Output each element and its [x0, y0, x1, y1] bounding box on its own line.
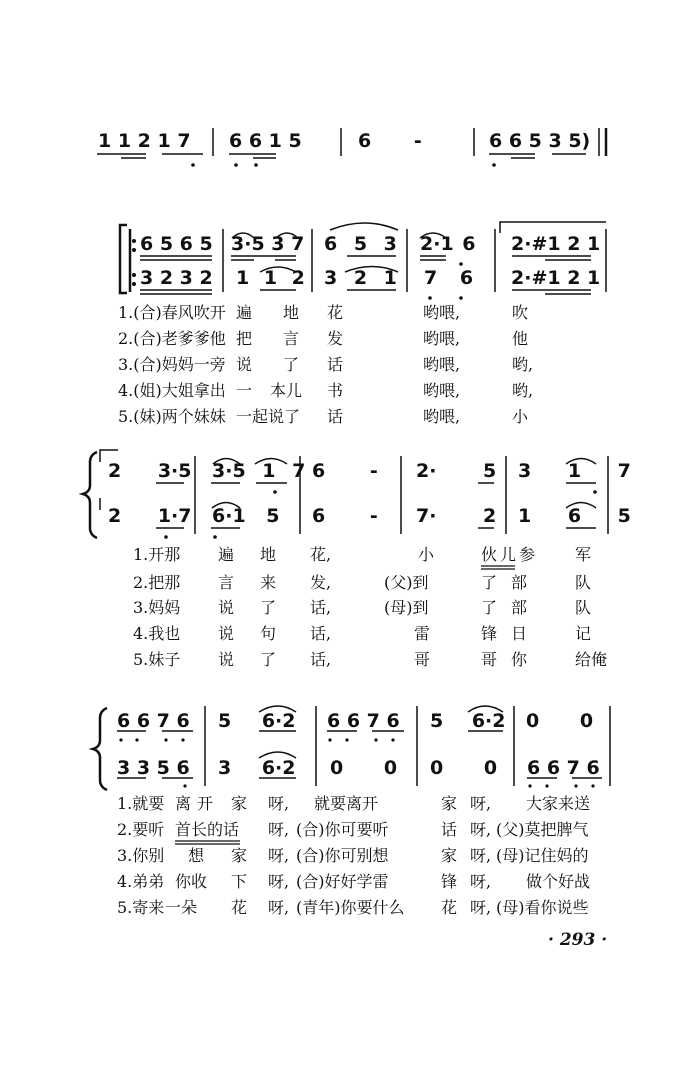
s1-v5-c1: 5.(妹)两个妹妹: [118, 407, 226, 426]
s2-v4-c2: 说: [218, 624, 235, 643]
s3-upper-m5: 0 0: [526, 710, 594, 732]
s3-v3-c1: 3.你别: [117, 846, 165, 865]
s2-v5-c3: 了: [260, 650, 277, 669]
s2-v4-c4: 话,: [310, 624, 332, 643]
s1-v2-c1: 2.(合)老爹爹他: [118, 329, 226, 348]
s1-v3-c6: 哟,: [512, 355, 534, 374]
s3-v1-c3: 家: [231, 794, 248, 813]
s3-v5-c1: 5.寄来: [117, 898, 165, 917]
s3-v1-c5: 就要离开: [314, 794, 379, 813]
s1-lower-m5: 2·#1 2 1: [511, 267, 601, 289]
s3-upper-m3: 6 6 7 6: [327, 710, 400, 732]
s3-lower-m5: 6 6 7 6: [527, 757, 600, 779]
intro-measure-1: 1 1 2 1 7: [98, 130, 191, 152]
s3-v3-c3: 家: [231, 846, 248, 865]
s1-v1-c2: 遍: [236, 303, 253, 322]
s2-v5-c1: 5.妹子: [133, 650, 181, 669]
s3-v1-c4: 呀,: [268, 794, 290, 813]
s3-v1-c2: 离开: [175, 794, 220, 813]
s3-lower-m3: 0 0: [330, 757, 398, 779]
s3-v3-c7: 呀,: [470, 846, 492, 865]
s2-v2-c7: 队: [575, 573, 592, 592]
s1-upper-m1: 6 5 6 5: [140, 233, 213, 255]
s3-v4-c7: 呀,: [470, 872, 492, 891]
s2-v4-c1: 4.我也: [133, 624, 181, 643]
s1-upper-m2: 3·5 3 7: [231, 233, 305, 255]
s3-v2-c8: (父)莫把脾气: [496, 820, 589, 839]
s3-v1-c7: 呀,: [470, 794, 492, 813]
s2-v1-c3: 地: [260, 545, 277, 564]
s2-v2-c6: 了部: [481, 573, 542, 592]
s3-v4-c2: 你收: [175, 872, 208, 891]
s2-v4-c6: 锋日: [481, 624, 542, 643]
s3-v3-c5: (合)你可别想: [296, 846, 389, 865]
s1-upper-m4: 2·1 6: [420, 233, 476, 255]
s3-v5-c7: 呀,: [470, 898, 492, 917]
s1-upper-m5: 2·#1 2 1: [511, 233, 601, 255]
s2-v3-c2: 说: [218, 598, 235, 617]
s1-lower-m2: 1 1 2: [236, 267, 305, 289]
s3-v1-c8: 大家来送: [526, 794, 591, 813]
s1-v3-c2: 说: [236, 355, 253, 374]
s2-v1-c2: 遍: [218, 545, 235, 564]
s1-v4-c3: 本儿: [270, 381, 303, 400]
s3-v4-c8: 做个好战: [526, 872, 591, 891]
s3-v1-c6: 家: [441, 794, 458, 813]
s3-lower-m1: 3 3 5 6: [117, 757, 190, 779]
s1-v1-c4: 花: [327, 303, 344, 322]
s1-v2-c2: 把: [236, 329, 253, 348]
s2-v3-c7: 队: [575, 598, 592, 617]
intro-measure-3: 6 -: [358, 130, 422, 152]
s3-lower-m4: 0 0: [430, 757, 498, 779]
s2-v4-c5: 雷: [414, 624, 431, 643]
s1-v2-c6: 他: [512, 329, 529, 348]
s2-v2-c3: 来: [260, 573, 277, 592]
s2-v5-c4: 话,: [310, 650, 332, 669]
s2-lower-m4: 7· 2: [416, 505, 497, 527]
s1-v1-c5: 哟喂,: [423, 303, 461, 322]
s1-v4-c2: 一: [236, 381, 253, 400]
s2-v5-c2: 说: [218, 650, 235, 669]
s3-upper-m1: 6 6 7 6: [117, 710, 190, 732]
s2-lower-m3: 6 -: [312, 505, 378, 527]
s3-v4-c3: 下: [231, 872, 248, 891]
intro-measure-2: 6 6 1 5: [229, 130, 302, 152]
s3-v2-c6: 话: [441, 820, 458, 839]
s2-lower-m2: 6·1 5: [212, 505, 280, 527]
s2-v3-c5: (母)到: [384, 598, 429, 617]
s2-v4-c7: 记: [575, 624, 592, 643]
s1-v4-c1: 4.(姐)大姐拿出: [118, 381, 226, 400]
s2-upper-m3: 6 -: [312, 460, 378, 482]
s2-v1-c1: 1.开那: [133, 545, 181, 564]
s1-v2-c4: 发: [327, 329, 344, 348]
s1-v3-c5: 哟喂,: [423, 355, 461, 374]
s2-upper-m1: 2 3·5: [108, 460, 192, 482]
s3-v2-c2: 首长的话: [175, 820, 240, 839]
s3-v4-c6: 锋: [441, 872, 458, 891]
s2-v1-c4: 花,: [310, 545, 332, 564]
s2-v2-c4: 发,: [310, 573, 332, 592]
s3-upper-m4: 5 6·2: [430, 710, 506, 732]
s2-v1-c7: 军: [575, 545, 592, 564]
s3-v2-c7: 呀,: [470, 820, 492, 839]
s1-lower-m1: 3 2 3 2: [140, 267, 213, 289]
s2-v1-c5: 小: [418, 545, 435, 564]
s2-upper-m4: 2· 5: [416, 460, 497, 482]
s2-upper-m5: 3 1 7: [518, 460, 631, 482]
s1-v4-c5: 哟喂,: [423, 381, 461, 400]
s1-v3-c4: 话: [327, 355, 344, 374]
s1-v5-c6: 小: [512, 407, 529, 426]
s2-v2-c1: 2.把那: [133, 573, 181, 592]
s2-v4-c3: 句: [260, 624, 277, 643]
s3-v3-c2: 想: [188, 846, 205, 865]
s2-lower-m1: 2 1·7: [108, 505, 192, 527]
s2-v5-c5: 哥: [414, 650, 431, 669]
s3-v4-c1: 4.弟弟: [117, 872, 165, 891]
s2-v3-c6: 了部: [481, 598, 542, 617]
page-number: · 293 ·: [548, 930, 608, 950]
s1-v3-c1: 3.(合)妈妈一旁: [118, 355, 226, 374]
s1-lower-m3: 3 2 1: [324, 267, 397, 289]
s3-v4-c4: 呀,: [268, 872, 290, 891]
s1-v2-c3: 言: [283, 329, 300, 348]
s2-v1-c6: 伙儿参: [481, 545, 539, 564]
s1-v4-c4: 书: [327, 381, 344, 400]
s3-v5-c8: (母)看你说些: [496, 898, 589, 917]
s3-v4-c5: (合)好好学雷: [296, 872, 389, 891]
s3-v1-c1: 1.就要: [117, 794, 165, 813]
s2-v3-c1: 3.妈妈: [133, 598, 181, 617]
s2-v3-c3: 了: [260, 598, 277, 617]
s3-v3-c8: (母)记住妈的: [496, 846, 589, 865]
s2-lower-m5: 1 6 5: [518, 505, 631, 527]
s2-v5-c7: 给俺: [575, 650, 608, 669]
s3-upper-m2: 5 6·2: [218, 710, 296, 732]
s2-v2-c5: (父)到: [384, 573, 429, 592]
s1-v5-c5: 哟喂,: [423, 407, 461, 426]
s1-upper-m3: 6 5 3: [324, 233, 397, 255]
s2-v2-c2: 言: [218, 573, 235, 592]
s3-v5-c4: 呀,: [268, 898, 290, 917]
s1-lower-m4: 7 6: [424, 267, 474, 289]
s3-lower-m2: 3 6·2: [218, 757, 296, 779]
s1-v5-c2: 一起说了: [236, 407, 301, 426]
s1-v1-c6: 吹: [512, 303, 529, 322]
s1-v1-c3: 地: [283, 303, 300, 322]
s1-v5-c3: 话: [327, 407, 344, 426]
s1-v2-c5: 哟喂,: [423, 329, 461, 348]
s3-v5-c3: 花: [231, 898, 248, 917]
s2-v5-c6: 哥你: [481, 650, 542, 669]
s3-v2-c1: 2.要听: [117, 820, 165, 839]
s2-upper-m2: 3·5 1 7: [212, 460, 306, 482]
s3-v3-c4: 呀,: [268, 846, 290, 865]
s1-v4-c6: 哟,: [512, 381, 534, 400]
s3-v5-c6: 花: [441, 898, 458, 917]
s3-v5-c2: 一朵: [165, 898, 198, 917]
intro-measure-4: 6 6 5 3 5): [489, 130, 591, 152]
s1-v3-c3: 了: [283, 355, 300, 374]
s3-v3-c6: 家: [441, 846, 458, 865]
s2-v3-c4: 话,: [310, 598, 332, 617]
s3-v2-c5: (合)你可要听: [296, 820, 389, 839]
s3-v2-c4: 呀,: [268, 820, 290, 839]
s1-v1-c1: 1.(合)春风吹开: [118, 303, 226, 322]
s3-v5-c5: (青年)你要什么: [296, 898, 405, 917]
